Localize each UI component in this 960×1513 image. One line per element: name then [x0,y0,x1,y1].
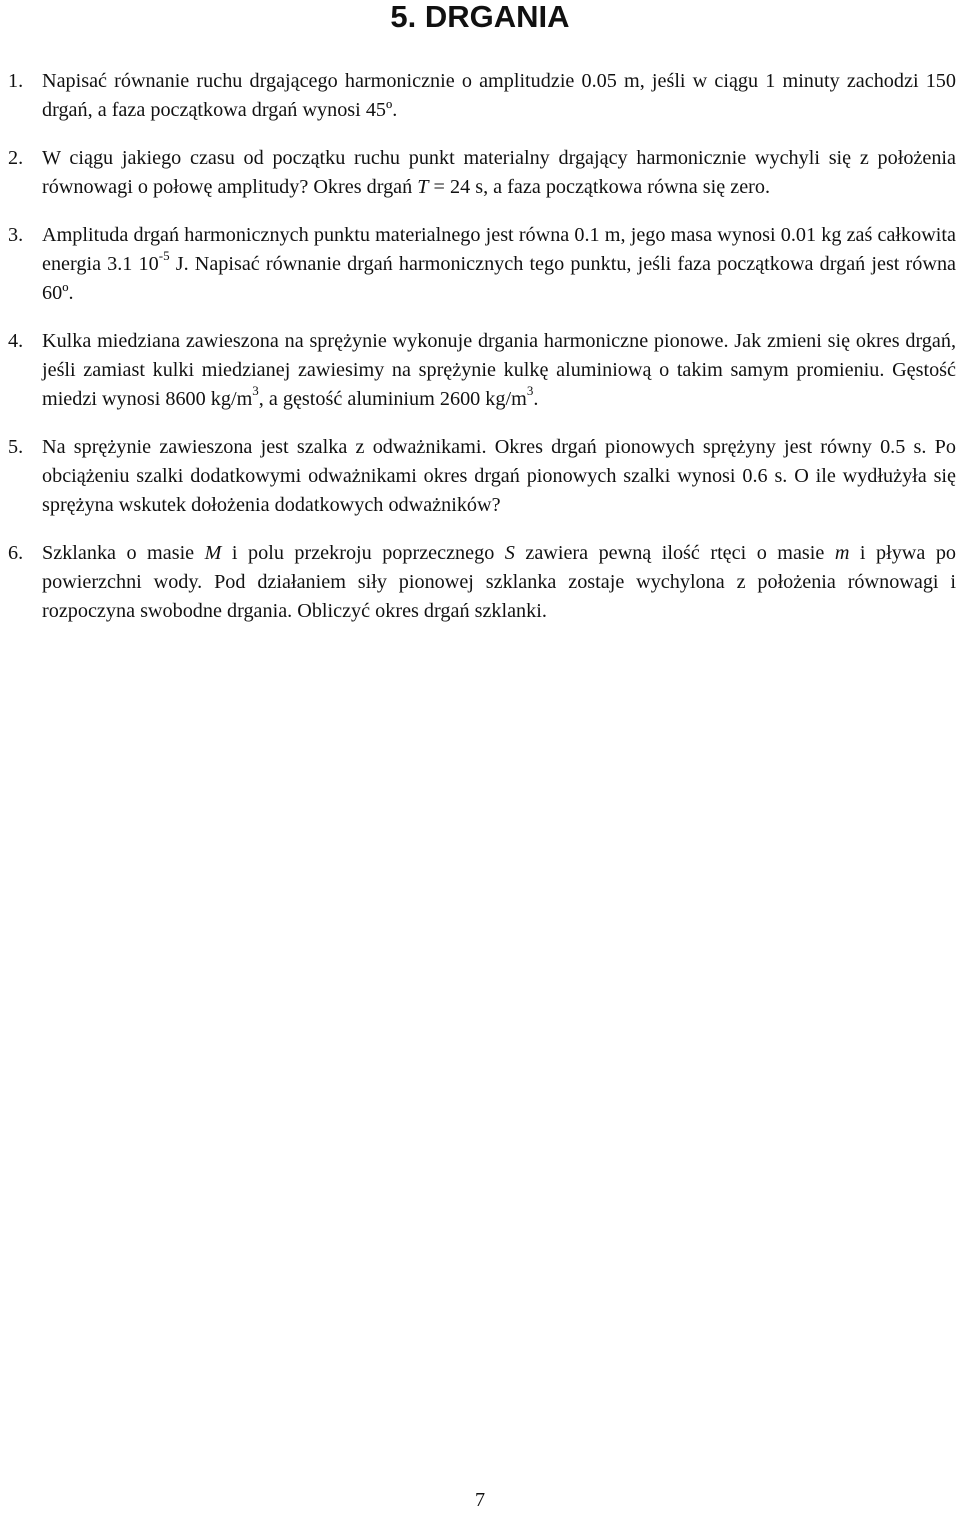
problem-text: W ciągu jakiego czasu od początku ruchu punkt materialny drgający harmonicznie wychyli się z położenia równowagi o połowę amplitudy? Okres drgań [42,147,956,198]
problem-1 [0,67,960,125]
exponent: 3 [252,383,259,399]
problem-text: Szklanka o masie [42,542,205,564]
problem-text-cont: , a gęstość aluminium 2600 kg/m [258,388,527,410]
page-title: 5. DRGANIA [390,0,570,34]
problem-number: 3. [8,224,24,246]
problem-4 [0,327,960,414]
problem-list [0,67,960,645]
variable-mass-mercury: m [834,542,850,564]
exponent: -5 [158,248,170,264]
problem-2 [0,144,960,202]
variable-period: T [417,176,429,198]
problem-number: 4. [8,330,24,352]
problem-3 [0,221,960,308]
problem-text: Kulka miedziana zawieszona na sprężynie wykonuje drgania harmoniczne pionowe. Jak zmieni się okres drgań, jeśli zamiast kulki miedzianej zawiesimy na sprężynie kulkę aluminiową o takim samym promieniu. Gęstość miedzi wynosi 8600 kg/m [42,330,956,410]
exponent: 3 [526,383,534,399]
page-number: 7 [474,1489,486,1511]
problem-text: Amplituda drgań harmonicznych punktu materialnego jest równa 0.1 m, jego masa wynosi 0.01 kg zaś całkowita energia 3.1 10 [42,224,956,275]
problem-text-cont: zawiera pewną ilość rtęci o masie [514,542,835,564]
problem-number: 5. [8,436,24,458]
problem-5 [0,433,960,520]
problem-number: 2. [8,147,24,169]
problem-text: Napisać równanie ruchu drgającego harmonicznie o amplitudzie 0.05 m, jeśli w ciągu 1 minuty zachodzi 150 drgań, a faza początkowa drgań wynosi 45º. [42,70,956,121]
problem-text-end: . [533,388,539,410]
problem-number: 6. [8,542,24,564]
problem-text-end: i pływa po powierzchni wody. Pod działaniem siły pionowej szklanka zostaje wychylona z położenia równowagi i rozpoczyna swobodne drgania. Obliczyć okres drgań szklanki. [42,542,957,622]
problem-number: 1. [8,70,24,92]
problem-text-cont: = 24 s, a faza początkowa równa się zero. [428,176,771,198]
variable-area: S [504,542,515,564]
problem-text-cont: J. Napisać równanie drgań harmonicznych tego punktu, jeśli faza początkowa drgań jest równa 60º. [42,253,956,304]
problem-text: Na sprężynie zawieszona jest szalka z odważnikami. Okres drgań pionowych sprężyny jest równy 0.5 s. Po obciążeniu szalki dodatkowymi odważnikami okres drgań pionowych szalki wynosi 0.6 s. O ile wydłużyła się sprężyna wskutek dołożenia dodatkowych odważników? [42,436,956,516]
problem-6 [0,539,960,626]
problem-text-cont: i polu przekroju poprzecznego [221,542,505,564]
variable-mass-glass: M [204,542,222,564]
